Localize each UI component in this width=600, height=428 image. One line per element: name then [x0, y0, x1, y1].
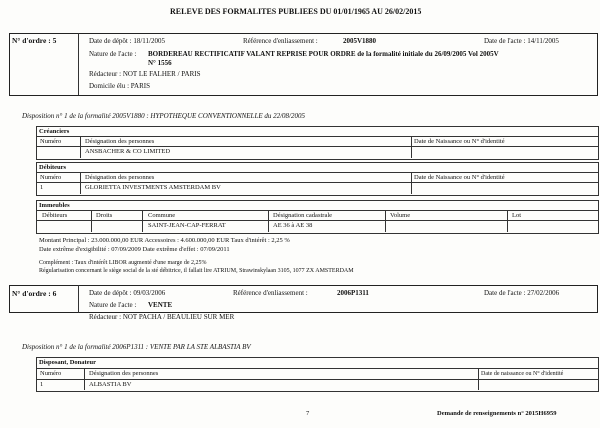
table-rule — [36, 136, 598, 137]
col-debiteurs: Débiteurs — [42, 212, 68, 219]
reference-value: 2005V1880 — [343, 37, 377, 45]
nature-label: Nature de l'acte : — [89, 301, 137, 309]
col-lot: Lot — [512, 212, 522, 219]
table-rule — [268, 210, 269, 232]
immeuble-commune: SAINT-JEAN-CAP-FERRAT — [148, 222, 226, 229]
immeuble-cadastre: AE 36 à AE 38 — [273, 222, 313, 229]
request-number: Demande de renseignements n° 2015H6959 — [437, 410, 557, 417]
reference-label: Référence d'enliassement : — [243, 37, 318, 45]
table-rule — [385, 210, 386, 232]
table-rule — [142, 210, 143, 232]
redacteur: Rédacteur : NOT PACHA / BEAULIEU SUR MER — [89, 313, 235, 321]
table-rule — [36, 210, 598, 211]
creanciers-label: Créanciers — [39, 128, 70, 135]
nature-value: BORDEREAU RECTIFICATIF VALANT REPRISE POUR ORDRE de la formalité initiale du 26/09/2005 Vol 2005V — [148, 50, 499, 58]
col-cadastre: Désignation cadastrale — [273, 212, 333, 219]
page-number: 7 — [306, 410, 310, 417]
table-rule — [36, 379, 598, 380]
col-date: Date de naissance ou N° d'identité — [481, 371, 564, 377]
col-numero: Numéro — [40, 174, 62, 181]
table-rule — [80, 172, 81, 194]
col-droits: Droits — [96, 212, 113, 219]
formality-divider — [78, 33, 79, 95]
table-rule — [36, 220, 598, 221]
col-designation: Désignation des personnes — [89, 370, 159, 377]
debiteur-number: 1 — [40, 184, 44, 191]
col-commune: Commune — [148, 212, 176, 219]
nature-value: VENTE — [148, 301, 173, 309]
depot-date: Date de dépôt : 09/03/2006 — [89, 289, 166, 297]
table-rule — [91, 210, 92, 232]
nature-value-line2: N° 1556 — [148, 59, 172, 67]
disposant-number: 1 — [40, 381, 44, 388]
table-rule — [507, 210, 508, 232]
date-exigibilite: Date extrême d'exigibilité : 07/09/2009 Date extrême d'effet : 07/09/2011 — [39, 246, 230, 253]
debiteur-name: GLORIETTA INVESTMENTS AMSTERDAM BV — [85, 184, 221, 191]
table-rule — [80, 136, 81, 158]
col-date: Date de Naissance ou N° d'identité — [414, 174, 505, 181]
immeubles-label: Immeubles — [39, 202, 70, 209]
nature-label: Nature de l'acte : — [89, 50, 137, 58]
montant-principal: Montant Principal : 23.000.000,00 EUR Accessoires : 4.600.000,00 EUR Taux d'intérêt : 2,25 % — [39, 237, 290, 244]
complement: Complément : Taux d'intérêt LIBOR augmenté d'une marge de 2,25% — [39, 260, 207, 266]
domicile: Domicile élu : PARIS — [89, 82, 150, 90]
order-number: N° d'ordre : 5 — [12, 36, 57, 45]
creancier-name: ANSBACHER & CO LIMITED — [85, 148, 171, 155]
regularisation: Régularisation concernant le siège social de la sté débitrice, il fallait lire ATRIUM, Strawinskylaan 3105, 1077 ZX AMSTERDAM — [39, 268, 354, 274]
formality-divider — [78, 285, 79, 313]
table-rule — [411, 136, 412, 158]
depot-date: Date de dépôt : 18/11/2005 — [89, 37, 165, 45]
page-title: RELEVE DES FORMALITES PUBLIEES DU 01/01/1965 AU 26/02/2015 — [170, 7, 422, 16]
table-rule — [478, 368, 479, 390]
disposant-name: ALBASTIA BV — [89, 381, 132, 388]
col-date: Date de Naissance ou N° d'identité — [414, 138, 505, 145]
col-numero: Numéro — [40, 370, 62, 377]
table-rule — [411, 172, 412, 194]
table-rule — [36, 146, 598, 147]
order-number: N° d'ordre : 6 — [12, 289, 57, 298]
disposant-label: Disposant, Donateur — [39, 359, 97, 366]
table-rule — [36, 368, 598, 369]
reference-label: Référence d'enliassement : — [233, 289, 308, 297]
acte-date: Date de l'acte : 27/02/2006 — [484, 289, 560, 297]
table-rule — [36, 172, 598, 173]
col-volume: Volume — [390, 212, 411, 219]
col-designation: Désignation des personnes — [85, 174, 155, 181]
table-rule — [36, 182, 598, 183]
reference-value: 2006P1311 — [337, 289, 369, 297]
redacteur: Rédacteur : NOT LE FALHER / PARIS — [89, 70, 201, 78]
col-designation: Désignation des personnes — [85, 138, 155, 145]
acte-date: Date de l'acte : 14/11/2005 — [484, 37, 559, 45]
debiteurs-label: Débiteurs — [39, 164, 67, 171]
disposition-title: Disposition n° 1 de la formalité 2005V1880 : HYPOTHEQUE CONVENTIONNELLE du 22/08/2005 — [22, 112, 306, 120]
col-numero: Numéro — [40, 138, 62, 145]
table-rule — [84, 368, 85, 390]
disposition-title: Disposition n° 1 de la formalité 2006P1311 : VENTE PAR LA STE ALBASTIA BV — [22, 343, 251, 351]
